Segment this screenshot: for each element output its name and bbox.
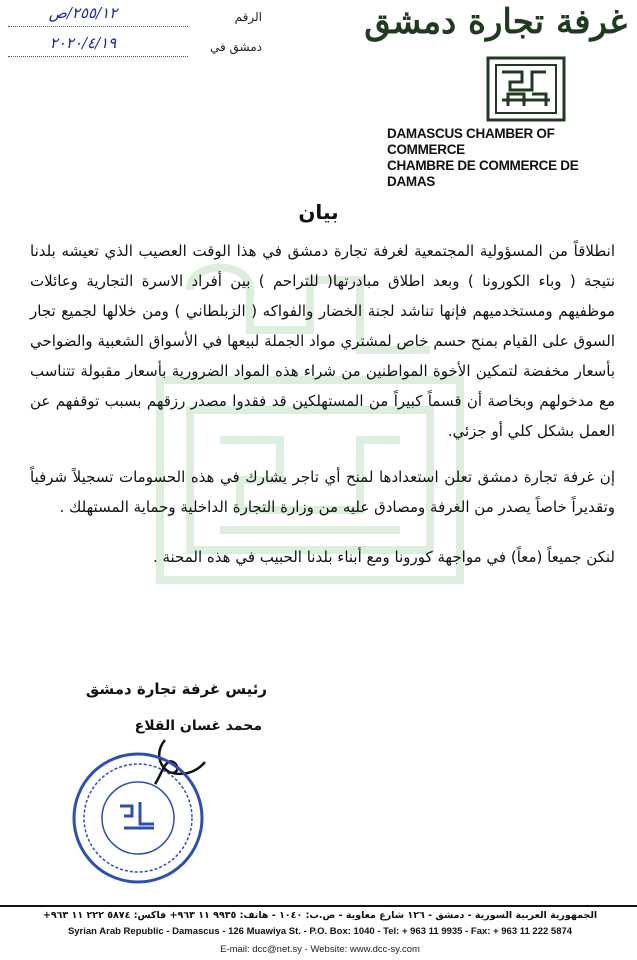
reference-block: [8, 4, 268, 64]
signatory-title: رئيس غرفة تجارة دمشق: [85, 680, 267, 698]
reference-label: الرقم: [234, 10, 262, 24]
body-paragraph: لنكن جميعاً (معاً) في مواجهة كورونا ومع أبناء بلدنا الحبيب في هذه المحنة .: [152, 548, 615, 566]
footer-contact-web: E-mail: dcc@net.sy - Website: www.dcc-sy.com: [220, 944, 420, 955]
footer-divider: [0, 905, 637, 907]
document-body: [30, 236, 615, 592]
reference-dotted-line: [8, 26, 188, 27]
body-paragraph: انطلاقاً من المسؤولية المجتمعية لغرفة تجارة دمشق في هذا الوقت العصيب الذي تعيشه بلدنا نتيجة ( وباء الكورونا ) وبعد اطلاق مبادرتها( للتراحم ) بين أفراد الاسرة التجارية وعائلات موظفيهم ومستخدميهم فإنها تناشد لجنة الخضار والفواكه ( الزبلطاني ) ومن خلالها لجميع تجار السوق على القيام بمنح حسم خاص لمشتري مواد الجملة لبيعها في الأسواق الشعبية والضواحي بأسعار مخفضة لتمكين الأخوة المواطنين من شراء هذه المواد الضرورية بأسعار مقبولة تتناسب مع مدخولهم وبخاصة أن قسماً كبيراً من المستهلكين قد فقدوا مصدر رزقهم بسبب توقفهم عن العمل بشكل كلي أو جزئي.: [30, 242, 615, 440]
reference-row: [8, 4, 268, 34]
chamber-name-french: CHAMBRE DE COMMERCE DE DAMAS: [387, 158, 579, 189]
date-dotted-line: [8, 56, 188, 57]
date-label: دمشق في: [209, 40, 262, 54]
footer-address-arabic: الجمهورية العربية السورية - دمشق - ١٢٦ شارع معاوية - ص.ب: ١٠٤٠ - هاتف: ٩٩٣٥ ١١ ٩٦٣+ فاكس: ٥٨٧٤ ٢٢٢ ١١ ٩٦٣+: [42, 910, 598, 921]
document-title: بيان: [298, 200, 339, 224]
reference-number: ٢٥٥/١٢/ص: [48, 4, 118, 22]
date-row: [8, 34, 268, 64]
footer-address-english: Syrian Arab Republic - Damascus - 126 Muawiya St. - P.O. Box: 1040 - Tel: + 963 11 9935 - Fax: + 963 11 222 5874: [67, 926, 573, 937]
chamber-logo-arabic: غرفة تجارة دمشق: [364, 2, 627, 42]
body-paragraph: إن غرفة تجارة دمشق تعلن استعدادها لمنح أي تاجر يشارك في هذه الحسومات تسجيلاً شرفياً وتقديراً خاصاً يصدر من الغرفة ومصادق عليه من وزارة التجارة الداخلية وحماية المستهلك .: [30, 468, 615, 516]
chamber-emblem-icon: [486, 56, 566, 122]
chamber-name-latin: [387, 126, 627, 190]
signatory-name: محمد غسان القلاع: [134, 718, 262, 734]
chamber-name-english: DAMASCUS CHAMBER OF COMMERCE: [387, 126, 555, 157]
date-value: ٢٠٢٠/٤/١٩: [49, 34, 117, 52]
official-stamp-icon: [68, 748, 208, 888]
